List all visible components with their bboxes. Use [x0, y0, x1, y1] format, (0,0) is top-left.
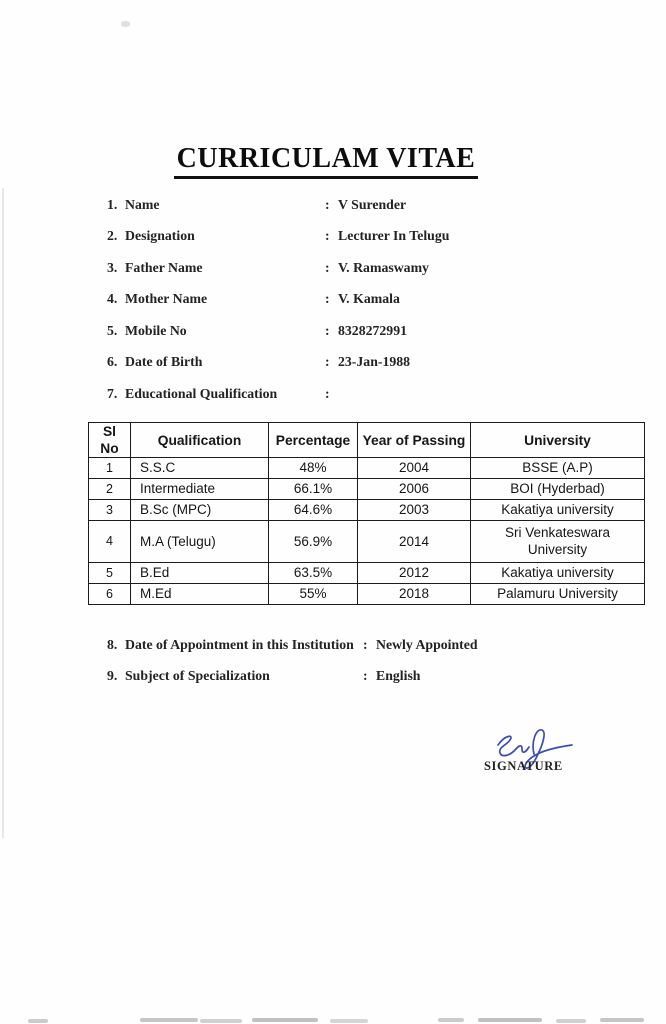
table-row — [89, 500, 645, 521]
table-cell: 64.6% — [269, 500, 358, 521]
field-colon: : — [325, 291, 330, 306]
table-header-cell: University — [471, 423, 645, 458]
field-value: V. Ramaswamy — [338, 260, 429, 275]
field-number: 2. — [107, 228, 118, 243]
table-cell: B.Ed — [131, 563, 269, 584]
field-number: 5. — [107, 323, 118, 338]
table-cell: 48% — [269, 458, 358, 479]
table-cell: Sri Venkateswara University — [471, 521, 645, 563]
table-header-row — [89, 423, 645, 458]
table-cell: Kakatiya university — [471, 563, 645, 584]
table-cell: M.A (Telugu) — [131, 521, 269, 563]
field-value: Lecturer In Telugu — [338, 228, 450, 243]
field-number: 8. — [107, 637, 118, 652]
table-cell: BOI (Hyderbad) — [471, 479, 645, 500]
table-cell: 1 — [89, 458, 131, 479]
field-label: Mother Name — [125, 291, 208, 306]
signature-label: SIGNATURE — [484, 759, 563, 773]
field-colon: : — [325, 386, 330, 401]
table-cell: B.Sc (MPC) — [131, 500, 269, 521]
scan-edge-artifact — [2, 188, 4, 838]
field-colon: : — [325, 323, 330, 338]
field-colon: : — [325, 260, 330, 275]
table-cell: 2 — [89, 479, 131, 500]
table-cell: S.S.C — [131, 458, 269, 479]
field-label: Mobile No — [125, 323, 187, 338]
field-label: Date of Birth — [125, 354, 203, 369]
qualification-table — [88, 422, 645, 605]
table-header-cell: Qualification — [131, 423, 269, 458]
table-cell: Kakatiya university — [471, 500, 645, 521]
field-value: 8328272991 — [338, 323, 407, 338]
cv-field-father-name — [107, 260, 627, 278]
field-value: Newly Appointed — [376, 637, 478, 652]
page-title: CURRICULAM VITAE — [174, 143, 479, 179]
table-cell: 55% — [269, 584, 358, 605]
field-value: V. Kamala — [338, 291, 400, 306]
table-cell: 56.9% — [269, 521, 358, 563]
field-label: Educational Qualification — [125, 386, 278, 401]
cv-field-specialization — [107, 668, 627, 686]
cv-field-name — [107, 197, 627, 215]
table-cell: 5 — [89, 563, 131, 584]
table-header-cell: Percentage — [269, 423, 358, 458]
cv-field-appointment — [107, 637, 627, 655]
table-header-cell: Sl No — [89, 423, 131, 458]
field-colon: : — [325, 228, 330, 243]
table-row — [89, 584, 645, 605]
field-colon: : — [363, 637, 368, 652]
table-row — [89, 458, 645, 479]
cv-field-education — [107, 386, 627, 404]
table-cell: 6 — [89, 584, 131, 605]
field-number: 7. — [107, 386, 118, 401]
cv-field-mother-name — [107, 291, 627, 309]
field-value: English — [376, 668, 421, 683]
table-row — [89, 479, 645, 500]
table-cell: Intermediate — [131, 479, 269, 500]
field-label: Name — [125, 197, 160, 212]
cv-field-mobile — [107, 323, 627, 341]
field-number: 6. — [107, 354, 118, 369]
table-row — [89, 563, 645, 584]
field-colon: : — [363, 668, 368, 683]
table-cell: 4 — [89, 521, 131, 563]
field-colon: : — [325, 197, 330, 212]
table-header-cell: Year of Passing — [358, 423, 471, 458]
table-cell: 2006 — [358, 479, 471, 500]
scan-bottom-artifact — [0, 1014, 666, 1024]
table-cell: 2018 — [358, 584, 471, 605]
table-cell: 3 — [89, 500, 131, 521]
field-label: Subject of Specialization — [125, 668, 270, 683]
table-cell: M.Ed — [131, 584, 269, 605]
table-cell: Palamuru University — [471, 584, 645, 605]
table-cell: 2004 — [358, 458, 471, 479]
table-cell: BSSE (A.P) — [471, 458, 645, 479]
table-cell: 2012 — [358, 563, 471, 584]
field-number: 1. — [107, 197, 118, 212]
table-cell: 66.1% — [269, 479, 358, 500]
scan-smudge-artifact — [121, 21, 130, 27]
table-cell: 63.5% — [269, 563, 358, 584]
field-number: 9. — [107, 668, 118, 683]
cv-field-designation — [107, 228, 627, 246]
field-number: 4. — [107, 291, 118, 306]
table-row — [89, 521, 645, 563]
table-cell: 2003 — [358, 500, 471, 521]
field-label: Date of Appointment in this Institution — [125, 637, 354, 652]
field-colon: : — [325, 354, 330, 369]
cv-field-dob — [107, 354, 627, 372]
field-label: Designation — [125, 228, 195, 243]
field-label: Father Name — [125, 260, 203, 275]
field-value: 23-Jan-1988 — [338, 354, 411, 369]
field-number: 3. — [107, 260, 118, 275]
field-value: V Surender — [338, 197, 407, 212]
table-cell: 2014 — [358, 521, 471, 563]
